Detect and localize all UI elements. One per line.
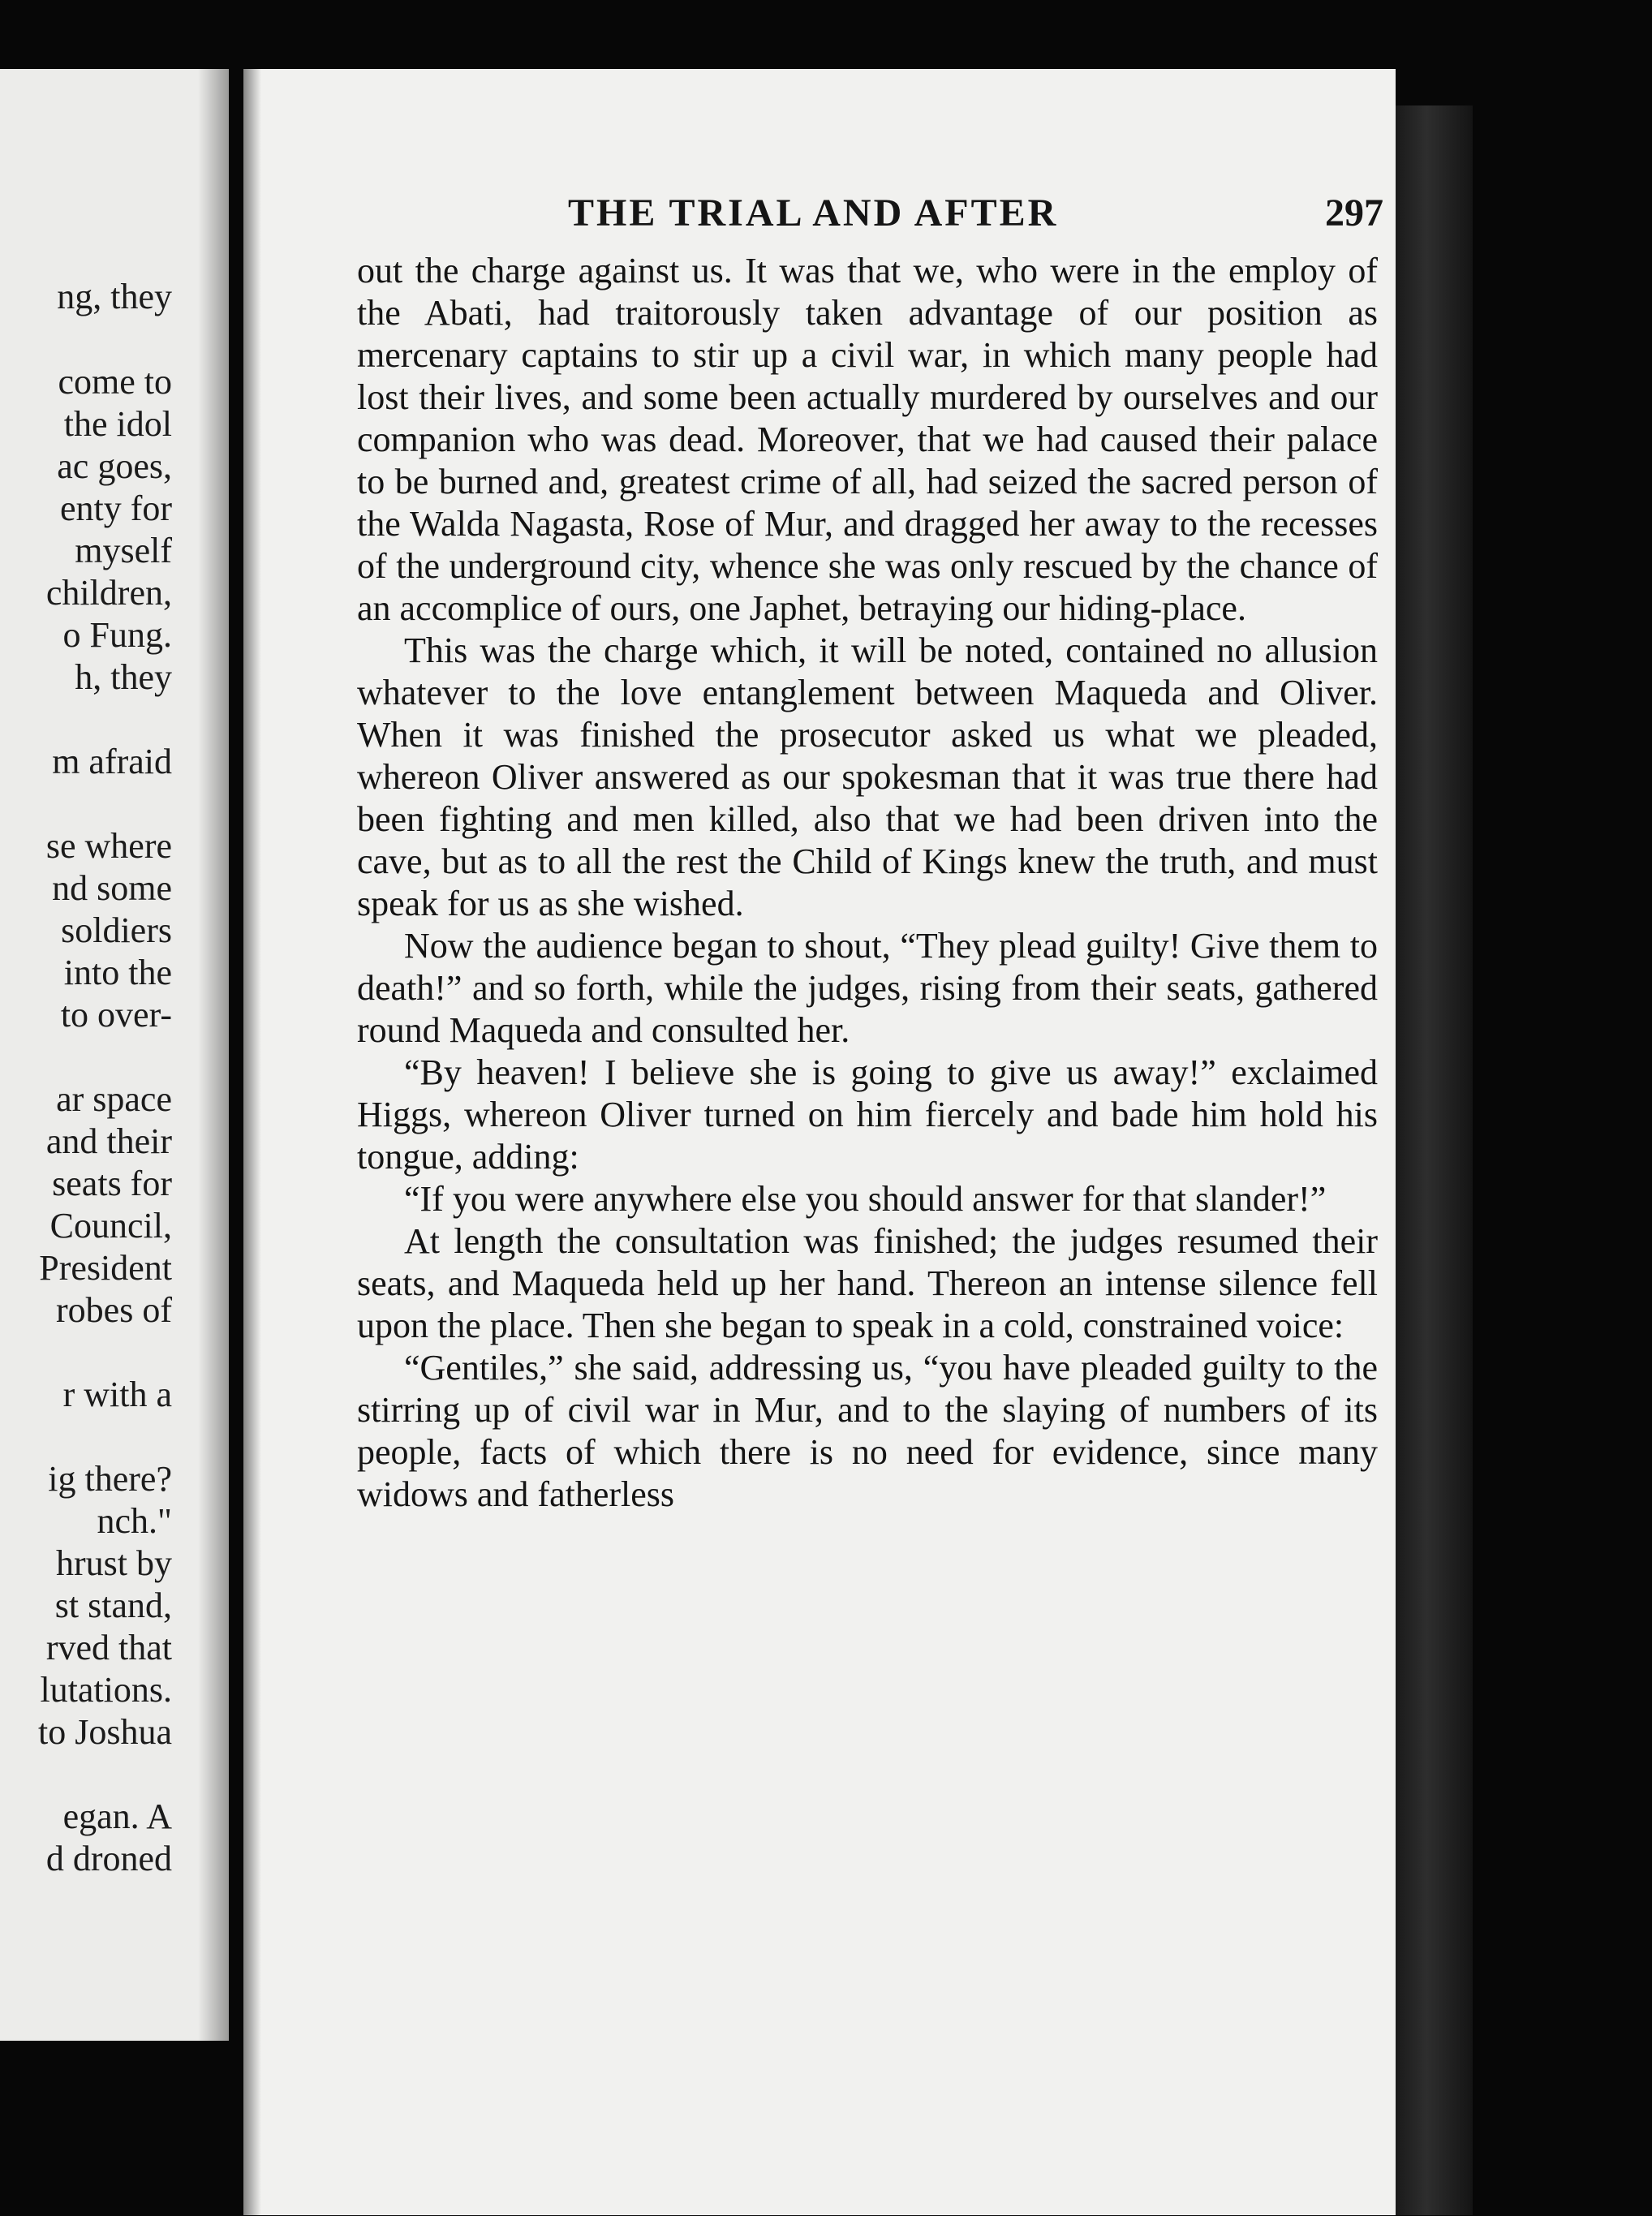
paragraph: “If you were anywhere else you should answer for that slander!” [404,1179,1327,1219]
left-fragment-line: children, [45,573,172,613]
left-fragment-line: d droned [45,1839,172,1878]
left-fragment-line: ng, they [57,277,172,316]
body-text [357,250,1378,1516]
left-fragment-line: rved that [45,1628,172,1667]
paragraph: At length the consultation was finished; the judges resumed their seats, and Maqueda held up her hand. Thereon an intense silence fell upon the place. Then she began to speak in a cold, constrained voice: [357,1221,1378,1345]
running-title: THE TRIAL AND AFTER [568,191,1059,235]
left-fragment-line: h, they [75,657,172,697]
paragraph: This was the charge which, it will be noted, contained no allusion whatever to the love entanglement between Maqueda and Oliver. When it was finished the prosecutor asked us what we pleaded, whereon Oliver answered as our spokesman that it was true there had been fighting and men killed, also that we had been driven into the cave, but as to all the rest the Child of Kings knew the truth, and must speak for us as she wished. [357,630,1378,923]
left-fragment-line: robes of [56,1290,172,1330]
left-fragment-line: enty for [59,488,172,528]
left-fragment-line: Council, [49,1206,172,1246]
page-number: 297 [1325,191,1383,235]
left-fragment-line: st stand, [54,1586,172,1625]
left-fragment-line: nd some [52,868,172,908]
left-fragment-line: se where [45,826,172,866]
left-fragment-line: ar space [56,1079,172,1119]
left-fragment-line: m afraid [52,742,172,781]
left-fragment-line: ig there? [48,1459,172,1499]
left-fragment-line: the idol [63,404,172,444]
left-fragment-line: egan. A [62,1796,172,1836]
left-fragment-line: hrust by [56,1543,172,1583]
left-fragment-line: to over- [60,995,172,1035]
binding-shadow [243,69,261,2215]
left-fragment-line: nch." [97,1501,172,1541]
right-page [243,69,1396,2215]
paragraph: “Gentiles,” she said, addressing us, “you have pleaded guilty to the stirring up of civil war in Mur, and to the slaying of numbers of its people, facts of which there is no need for evidence, since many widows and fatherless [357,1348,1378,1514]
left-fragment-line: r with a [62,1375,172,1414]
left-fragment-line: into the [63,953,172,992]
left-fragment-line: and their [45,1121,172,1161]
left-fragment-line: lutations. [40,1670,172,1710]
gutter-shadow [198,69,229,2041]
paragraph: Now the audience began to shout, “They plead guilty! Give them to death!” and so forth, while the judges, rising from their seats, gathered round Maqueda and consulted her. [357,926,1378,1050]
left-fragment-line: President [39,1248,172,1288]
left-fragment-line: myself [75,531,172,570]
left-page [0,69,229,2041]
page-edge-strip [1396,105,1473,2215]
page-header [243,191,1383,247]
left-fragment-line: soldiers [61,910,172,950]
left-fragment-line: to Joshua [38,1712,172,1752]
paragraph: “By heaven! I believe she is going to give us away!” exclaimed Higgs, whereon Oliver turned on him fiercely and bade him hold his tongue, adding: [357,1052,1378,1177]
left-fragment-line: come to [58,362,172,402]
left-fragment-line: o Fung. [62,615,172,655]
left-fragment-line: ac goes, [57,446,172,486]
paragraph: out the charge against us. It was that we, who were in the employ of the Abati, had traitorously taken advantage of our position as mercenary captains to stir up a civil war, in which many people had lost their lives, and some been actually murdered by ourselves and our companion who was dead. Moreover, that we had caused their palace to be burned and, greatest crime of all, had seized the sacred person of the Walda Nagasta, Rose of Mur, and dragged her away to the recesses of the underground city, whence she was only rescued by the chance of an accomplice of ours, one Japhet, betraying our hiding-place. [357,251,1378,628]
left-fragment-line: seats for [52,1164,172,1203]
